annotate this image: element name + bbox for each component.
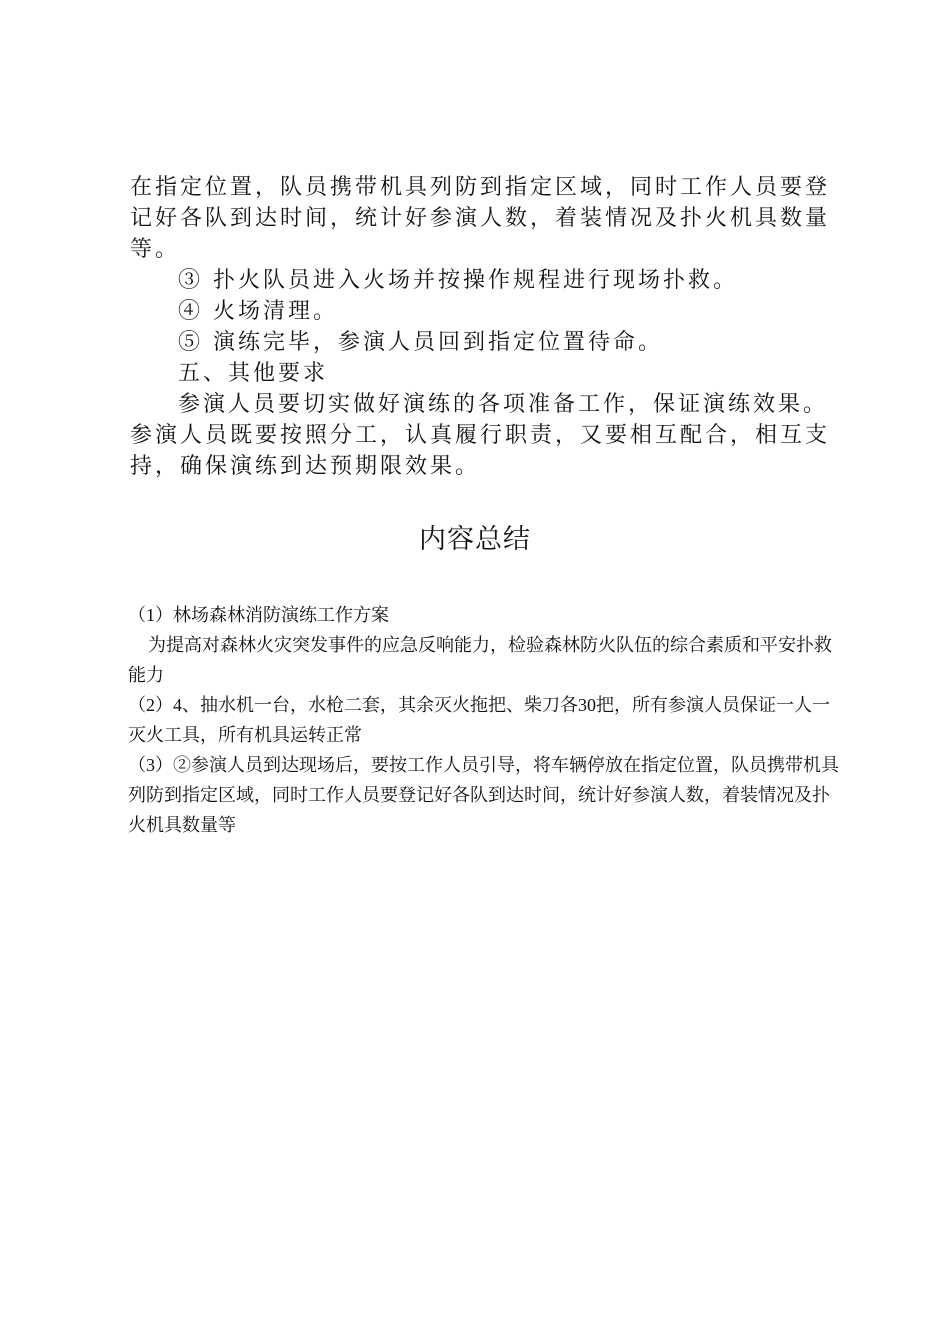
step-3: ③ 扑火队员进入火场并按操作规程进行现场扑救。 [178, 268, 738, 293]
section-other-requirements-text: 参演人员要切实做好演练的各项准备工作，保证演练效果。参演人员既要按照分工，认真履行职责，又要相互配合，相互支持，确保演练到达预期限效果。 [130, 392, 831, 479]
summary-item-2-text: （2）4、抽水机一台，水枪二套，其余灭火拖把、柴刀各30把，所有参演人员保证一人一灭火工具，所有机具运转正常 [128, 695, 830, 745]
step-5: ⑤ 演练完毕，参演人员回到指定位置待命。 [178, 330, 663, 355]
summary-item-3-text: （3）②参演人员到达现场后，要按工作人员引导，将车辆停放在指定位置，队员携带机具列防到指定区域，同时工作人员要登记好各队到达时间，统计好参演人数，着装情况及扑火机具数量等 [128, 755, 839, 835]
step-4: ④ 火场清理。 [178, 299, 338, 324]
summary-body [128, 600, 840, 840]
summary-title: 内容总结 [419, 524, 531, 555]
paragraph-continuation: 在指定位置，队员携带机具列防到指定区域，同时工作人员要登记好各队到达时间，统计好参演人数，着装情况及扑火机具数量等。 [130, 175, 831, 262]
summary-item-1-title: （1）林场森林消防演练工作方案 [128, 605, 389, 625]
summary-item-1-text: 为提高对森林火灾突发事件的应急反响能力，检验森林防火队伍的综合素质和平安扑救能力 [128, 635, 832, 685]
section-heading-other-requirements: 五、其他要求 [178, 361, 329, 386]
main-body [130, 172, 838, 482]
